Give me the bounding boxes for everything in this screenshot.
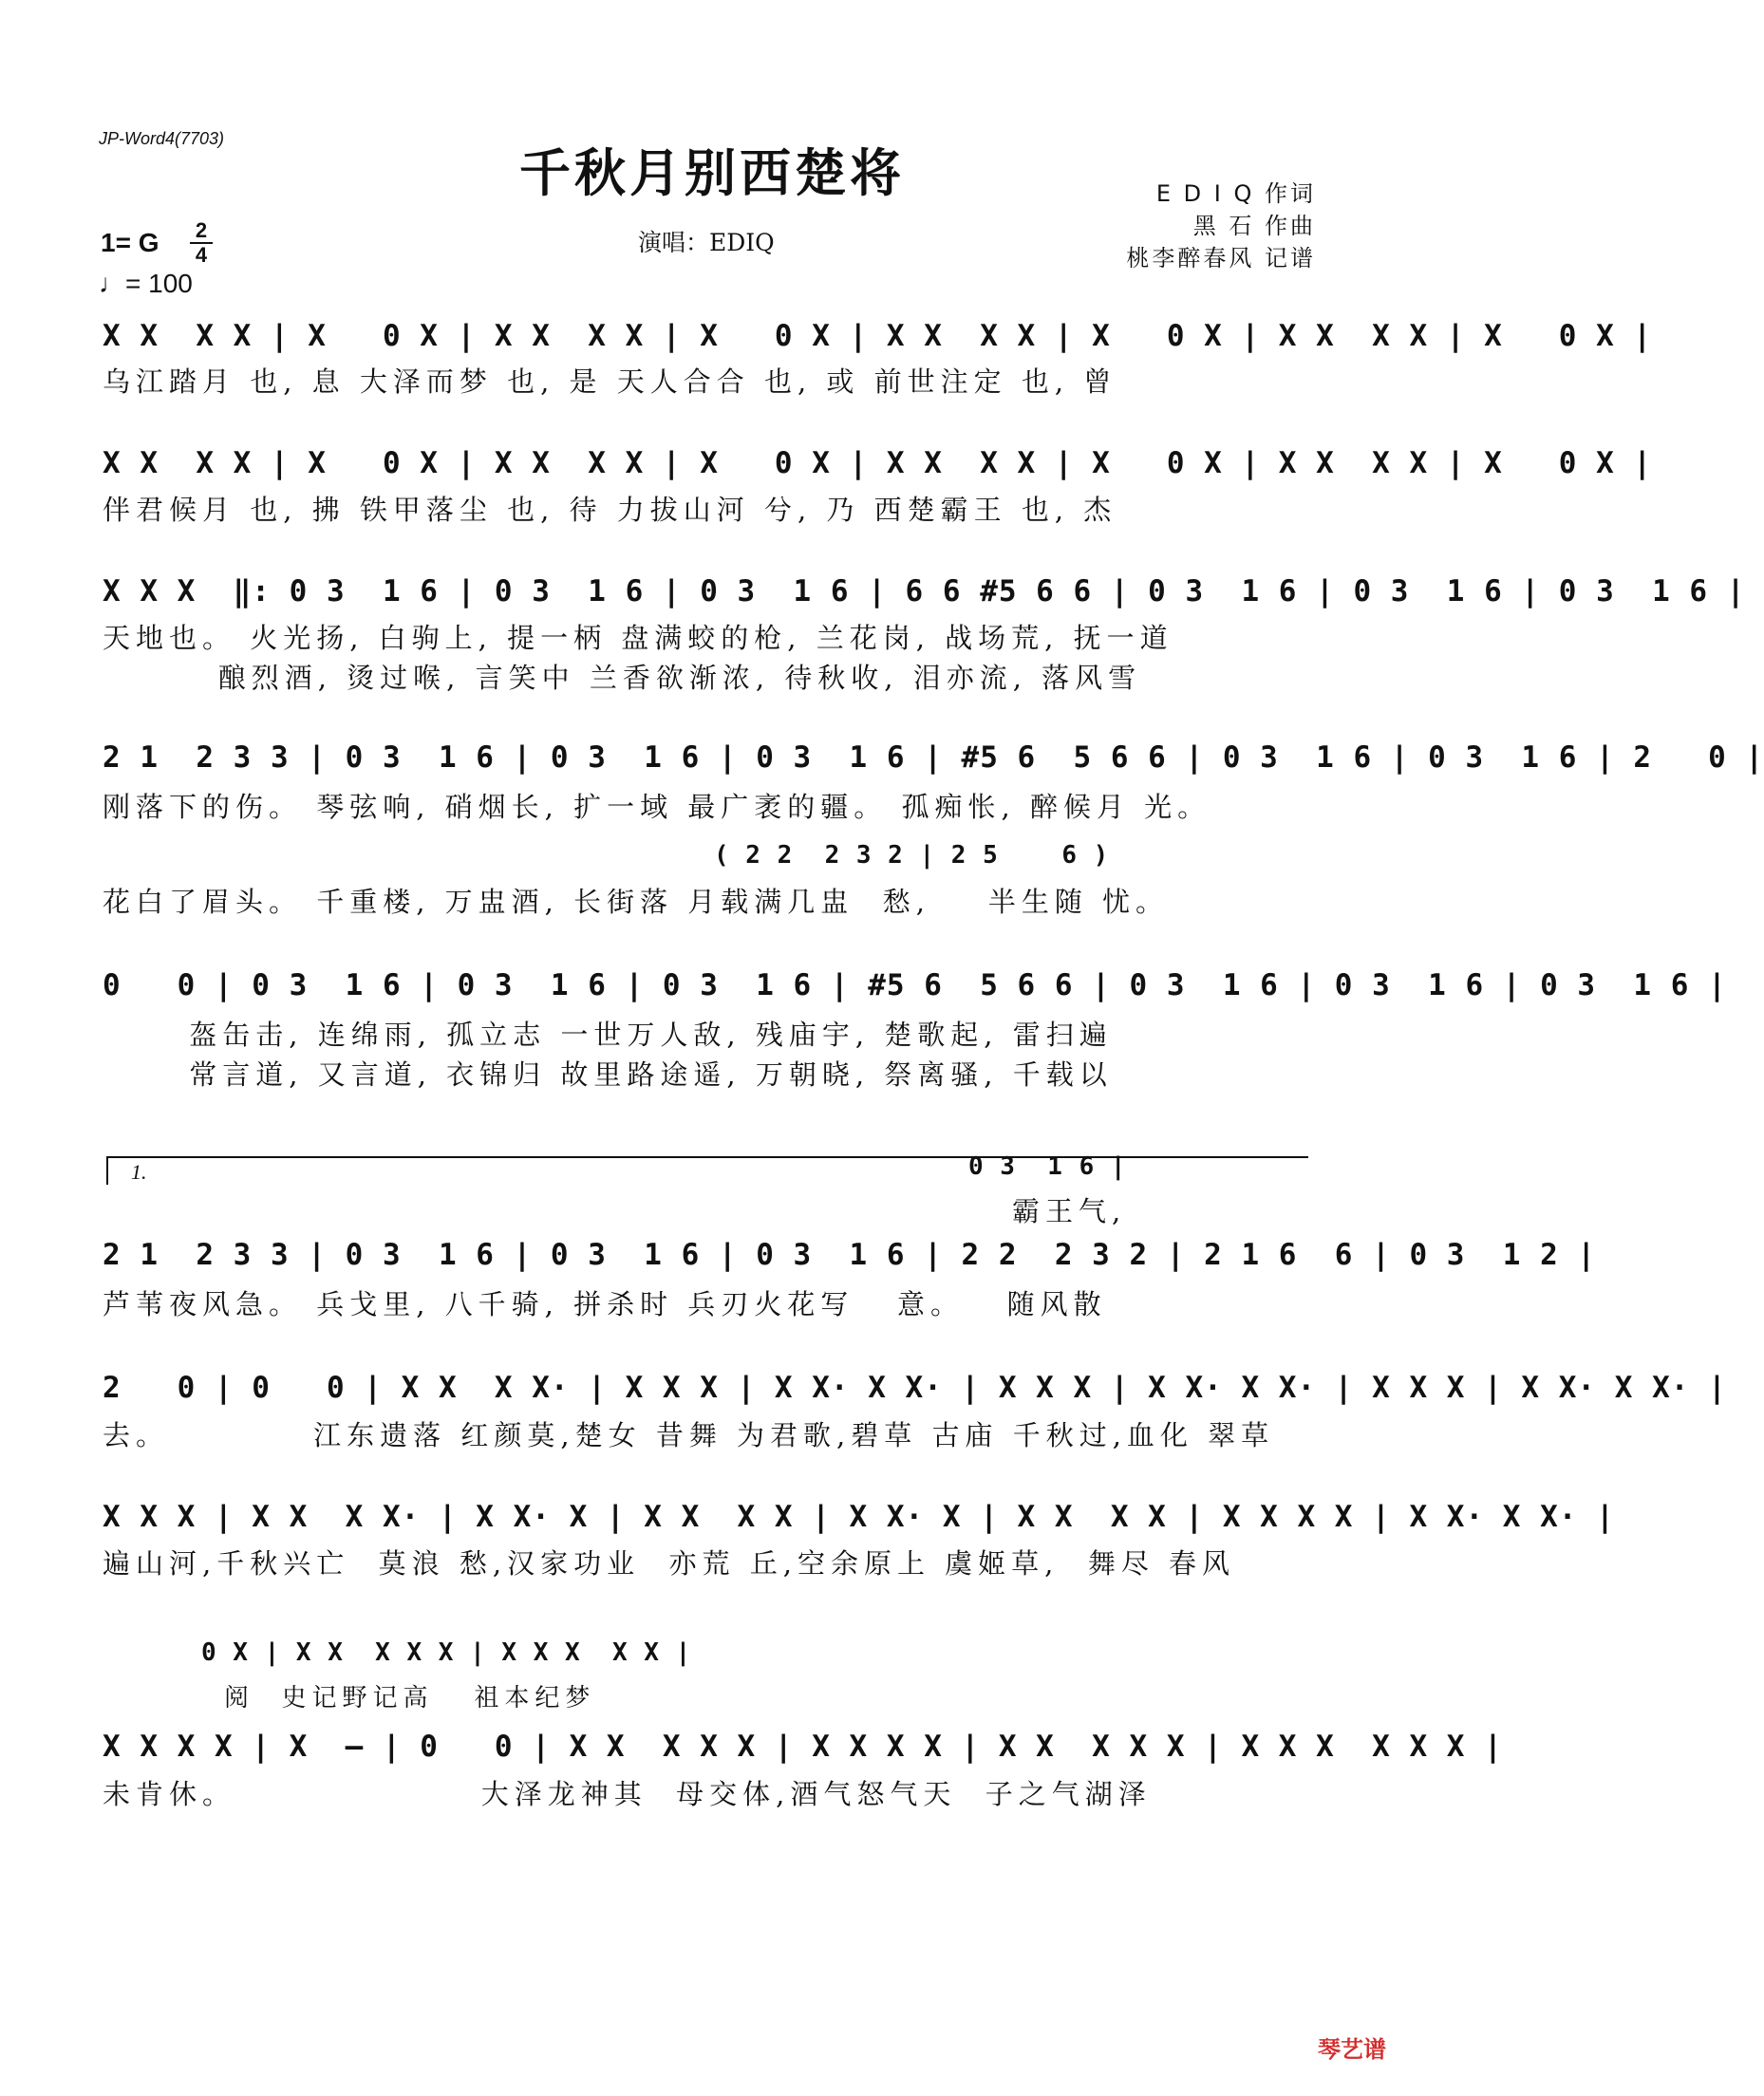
upper-notation-9: 0 X | X X X X X | X X X X X | — [201, 1638, 692, 1667]
notation-line-3: X X X ‖: 0 3 1 6 | 0 3 1 6 | 0 3 1 6 | 6 6 #5 6 6 | 0 3 1 6 | 0 3 1 6 | 0 3 1 6 | — [103, 574, 1746, 608]
lyric-line-4b: 花白了眉头。 千重楼, 万盅酒, 长街落 月载满几盅 愁, 半生随 忧。 — [103, 886, 1170, 918]
lyric-line-2: 伴君候月 也, 拂 铁甲落尘 也, 待 力拔山河 兮, 乃 西楚霸王 也, 杰 — [103, 494, 1117, 526]
notation-line-1: X X X X | X 0 X | X X X X | X 0 X | X X X X | X 0 X | X X X X | X 0 X | — [103, 319, 1653, 353]
singer-label: 演唱：EDIQ — [638, 229, 775, 256]
notation-line-7: 2 0 | 0 0 | X X X X· | X X X | X X· X X· | X X X | X X· X X· | X X X | X X· X X· | — [103, 1371, 1727, 1405]
lyricist-credit: E D I Q 作词 — [1155, 180, 1316, 207]
notation-line-9: X X X X | X – | 0 0 | X X X X X | X X X X | X X X X X | X X X X X X | — [103, 1730, 1503, 1764]
upper-lyric-9: 阅 史记野记高 祖本纪梦 — [224, 1684, 596, 1712]
lyric-line-5a: 盔缶击, 连绵雨, 孤立志 一世万人敌, 残庙宇, 楚歌起, 雷扫遍 — [103, 1019, 1113, 1051]
upper-notation-6: 0 3 1 6 | — [968, 1152, 1127, 1181]
time-signature-top: 2 — [195, 218, 208, 242]
notation-line-8: X X X | X X X X· | X X· X | X X X X | X X· X | X X X X | X X X X | X X· X X· | — [103, 1500, 1615, 1534]
lyric-line-7: 去。 江东遗落 红颜莫,楚女 昔舞 为君歌,碧草 古庙 千秋过,血化 翠草 — [103, 1419, 1275, 1451]
transcriber-credit: 桃李醉春风 记谱 — [1126, 245, 1316, 271]
lyric-line-1: 乌江踏月 也, 息 大泽而梦 也, 是 天人合合 也, 或 前世注定 也, 曾 — [103, 365, 1117, 398]
watermark-logo: 琴艺谱 — [1318, 2036, 1386, 2063]
time-signature — [190, 220, 213, 266]
software-label: JP-Word4(7703) — [99, 129, 225, 148]
notation-line-4: 2 1 2 3 3 | 0 3 1 6 | 0 3 1 6 | 0 3 1 6 | #5 6 5 6 6 | 0 3 1 6 | 0 3 1 6 | 2 0 | — [103, 740, 1764, 775]
volta-bracket — [106, 1156, 1308, 1185]
key-signature: 1= G — [101, 228, 160, 257]
alt-notation-4: ( 2 2 2 3 2 | 2 5 6 ) — [714, 841, 1110, 870]
lyric-line-6: 芦苇夜风急。 兵戈里, 八千骑, 拼杀时 兵刃火花写 意。 随风散 — [103, 1288, 1107, 1320]
volta-label: 1. — [131, 1160, 147, 1184]
notation-line-2: X X X X | X 0 X | X X X X | X 0 X | X X X X | X 0 X | X X X X | X 0 X | — [103, 446, 1653, 480]
lyric-line-3b: 酿烈酒, 烫过喉, 言笑中 兰香欲渐浓, 待秋收, 泪亦流, 落风雪 — [103, 662, 1142, 694]
lyric-line-3a: 天地也。 火光扬, 白驹上, 提一柄 盘满蛟的枪, 兰花岗, 战场荒, 抚一道 — [103, 622, 1173, 654]
time-signature-bottom: 4 — [195, 243, 208, 267]
notation-line-5: 0 0 | 0 3 1 6 | 0 3 1 6 | 0 3 1 6 | #5 6 5 6 6 | 0 3 1 6 | 0 3 1 6 | 0 3 1 6 | — [103, 968, 1727, 1002]
lyric-line-9: 未肯休。 大泽龙神其 母交体,酒气怒气天 子之气湖泽 — [103, 1778, 1152, 1810]
song-title: 千秋月别西楚将 — [519, 142, 905, 203]
composer-credit: 黑 石 作曲 — [1192, 213, 1316, 239]
upper-lyric-6: 霸王气, — [1012, 1195, 1127, 1227]
notation-line-6: 2 1 2 3 3 | 0 3 1 6 | 0 3 1 6 | 0 3 1 6 | 2 2 2 3 2 | 2 1 6 6 | 0 3 1 2 | — [103, 1238, 1597, 1272]
tempo-marking: ♩= 100 — [99, 269, 193, 298]
lyric-line-5b: 常言道, 又言道, 衣锦归 故里路途遥, 万朝晓, 祭离骚, 千载以 — [103, 1058, 1113, 1091]
lyric-line-8: 遍山河,千秋兴亡 莫浪 愁,汉家功业 亦荒 丘,空余原上 虞姬草, 舞尽 春风 — [103, 1547, 1236, 1580]
lyric-line-4a: 刚落下的伤。 琴弦响, 硝烟长, 扩一域 最广袤的疆。 孤痴怅, 醉候月 光。 — [103, 791, 1211, 823]
